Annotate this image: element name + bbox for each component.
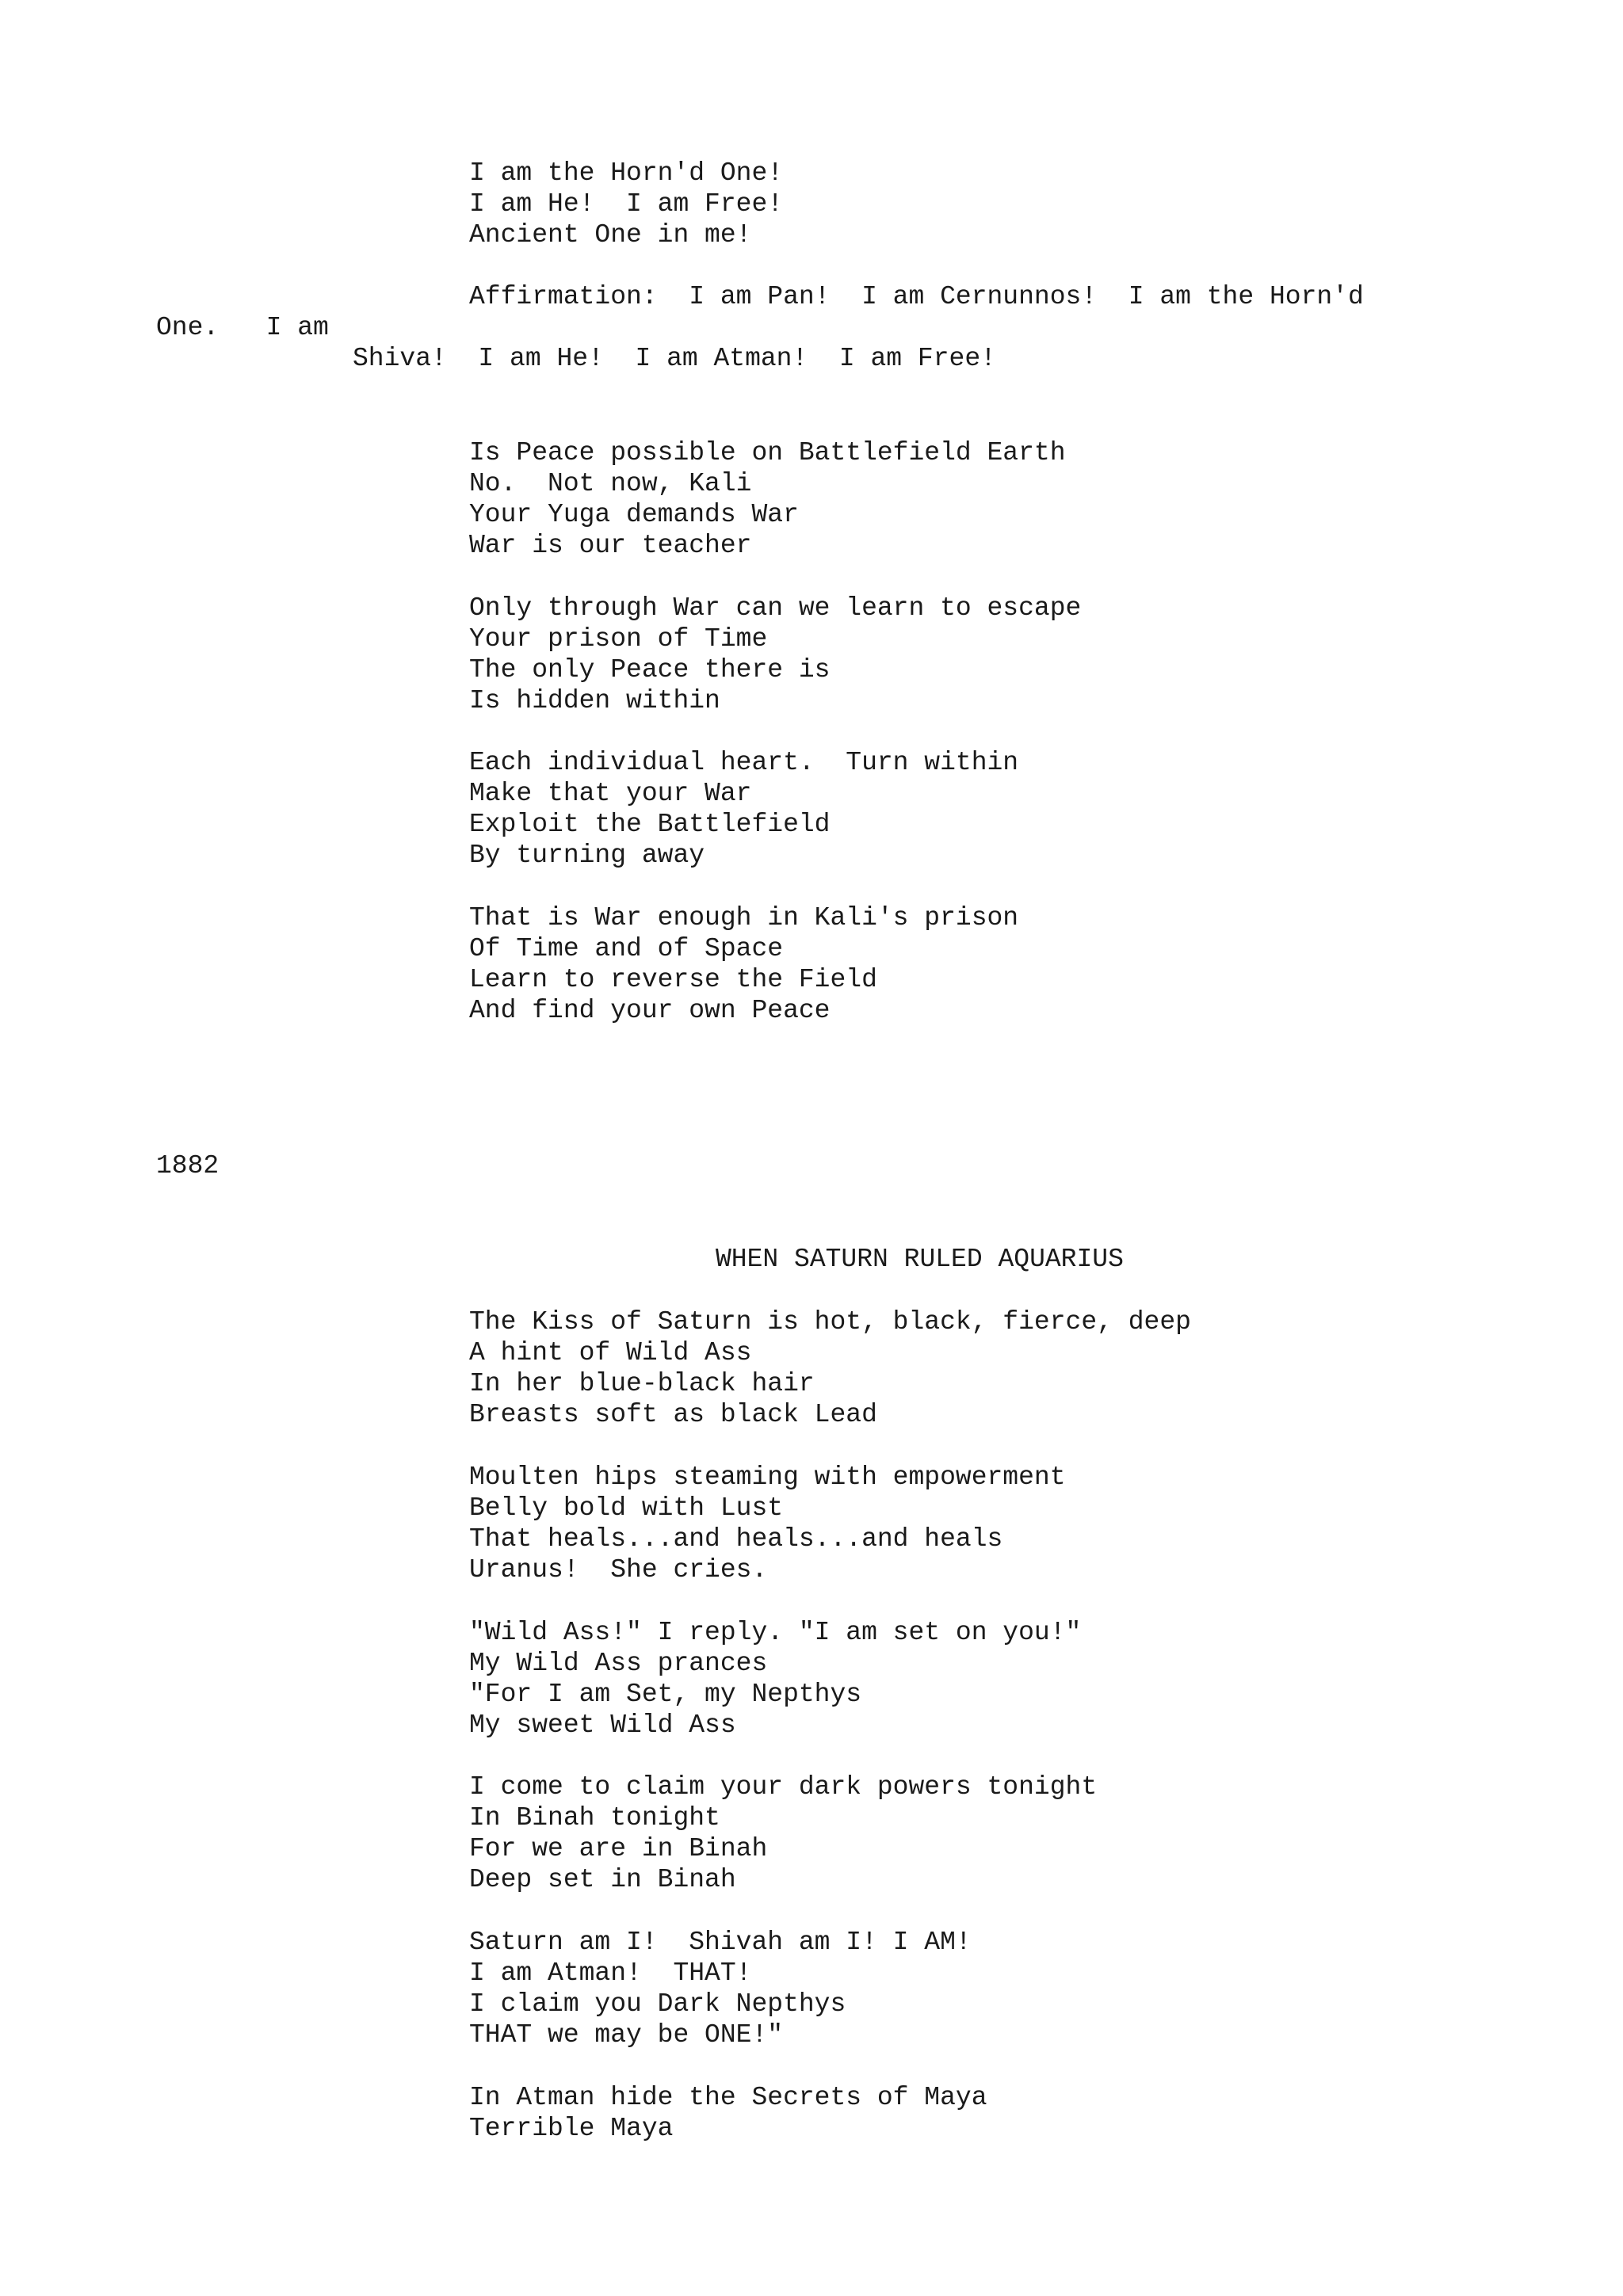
affirmation-line: One. I am [156, 313, 329, 342]
poem-line: In Atman hide the Secrets of Maya [469, 2083, 987, 2112]
poem-line: THAT we may be ONE!" [469, 2020, 784, 2050]
poem-line: Belly bold with Lust [469, 1493, 784, 1523]
poem-line: That heals...and heals...and heals [469, 1524, 1003, 1554]
poem-line: I am He! I am Free! [469, 189, 784, 219]
poem-line: A hint of Wild Ass [469, 1338, 752, 1367]
poem-line: Your prison of Time [469, 624, 768, 654]
poem-line: I am Atman! THAT! [469, 1958, 752, 1988]
poem-line: Is hidden within [469, 686, 720, 715]
poem-line: Ancient One in me! [469, 220, 752, 250]
poem-line: Each individual heart. Turn within [469, 748, 1019, 777]
affirmation-line: Shiva! I am He! I am Atman! I am Free! [353, 344, 996, 373]
poem-line: For we are in Binah [469, 1834, 768, 1863]
affirmation-line: Affirmation: I am Pan! I am Cernunnos! I am the Horn'd [469, 282, 1364, 311]
poem-line: Your Yuga demands War [469, 500, 799, 529]
poem-line: Exploit the Battlefield [469, 810, 831, 839]
poem-line: "Wild Ass!" I reply. "I am set on you!" [469, 1618, 1082, 1647]
poem-line: Deep set in Binah [469, 1865, 736, 1894]
poem-line: I come to claim your dark powers tonight [469, 1772, 1098, 1802]
poem-line: No. Not now, Kali [469, 469, 752, 498]
poem-line: The only Peace there is [469, 655, 831, 685]
poem-line: Saturn am I! Shivah am I! I AM! [469, 1928, 972, 1957]
poem-line: Make that your War [469, 779, 752, 808]
poem-line: I am the Horn'd One! [469, 158, 784, 188]
poem-line: I claim you Dark Nepthys [469, 1989, 846, 2019]
poem-line: By turning away [469, 841, 705, 870]
poem-line: Learn to reverse the Field [469, 965, 877, 994]
poem-line: Moulten hips steaming with empowerment [469, 1463, 1066, 1492]
poem-line: The Kiss of Saturn is hot, black, fierce, deep [469, 1307, 1191, 1337]
poem-line: Breasts soft as black Lead [469, 1400, 877, 1429]
poem-line: In her blue-black hair [469, 1369, 815, 1398]
year-marker: 1882 [156, 1151, 220, 1180]
poem-line: "For I am Set, my Nepthys [469, 1680, 862, 1709]
poem-line: Terrible Maya [469, 2114, 674, 2143]
poem-line: Only through War can we learn to escape [469, 593, 1082, 623]
poem-line: Uranus! She cries. [469, 1555, 768, 1585]
poem-line: In Binah tonight [469, 1803, 720, 1833]
poem-line: Of Time and of Space [469, 934, 784, 963]
poem-line: That is War enough in Kali's prison [469, 903, 1019, 933]
poem-line: And find your own Peace [469, 996, 831, 1025]
poem-line: My Wild Ass prances [469, 1649, 768, 1678]
poem-line: My sweet Wild Ass [469, 1711, 736, 1740]
poem-line: War is our teacher [469, 531, 752, 560]
poem-line: Is Peace possible on Battlefield Earth [469, 438, 1066, 467]
poem-title: WHEN SATURN RULED AQUARIUS [716, 1245, 1124, 1274]
